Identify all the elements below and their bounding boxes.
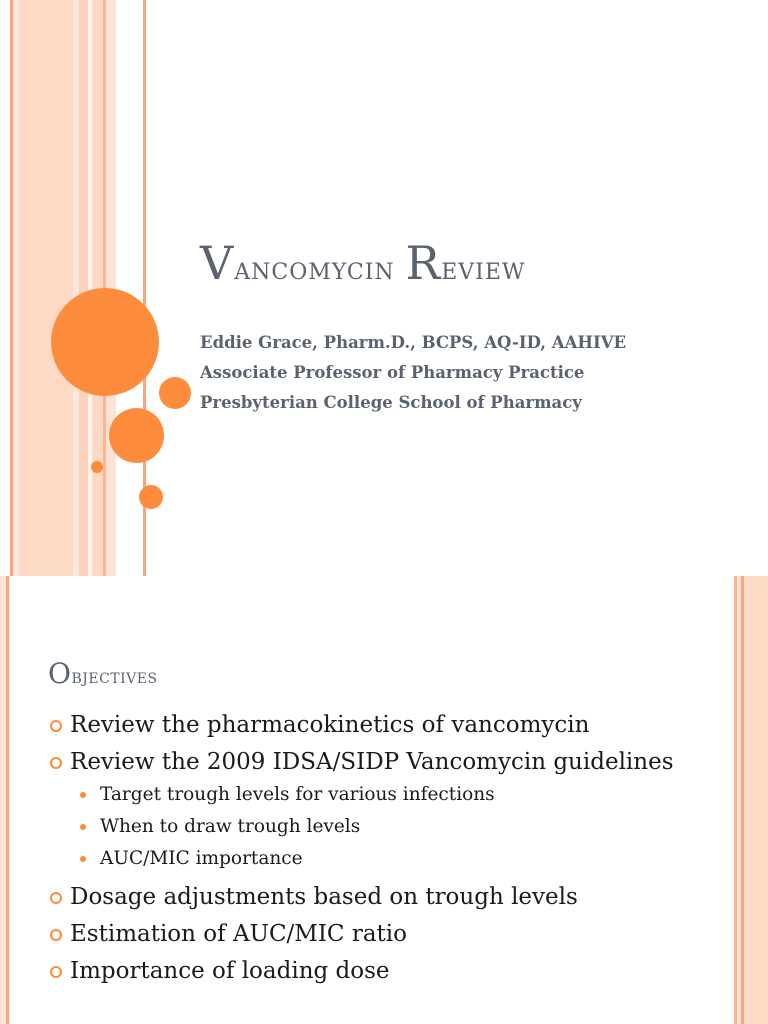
bullet-dot-icon (80, 856, 86, 862)
decor-circle (159, 377, 191, 409)
objectives-slide (0, 576, 768, 1024)
bullet-ring-icon (50, 929, 62, 941)
decor-circle (91, 461, 103, 473)
decor-stripe (6, 576, 9, 1024)
bullet-ring-icon (50, 757, 62, 769)
decor-stripe (0, 0, 10, 576)
bullet-ring-icon (50, 720, 62, 732)
list-item: Estimation of AUC/MIC ratio (48, 919, 728, 949)
sub-list-item: When to draw trough levels (70, 811, 728, 843)
slide-title: Vancomycin Review (200, 236, 526, 290)
author-position: Associate Professor of Pharmacy Practice (200, 363, 585, 382)
decor-stripe (116, 0, 143, 576)
author-name: Eddie Grace, Pharm.D., BCPS, AQ-ID, AAHIVE (200, 333, 627, 352)
decor-circle (51, 288, 159, 396)
bullet-ring-icon (50, 892, 62, 904)
author-institution: Presbyterian College School of Pharmacy (200, 393, 582, 412)
sub-list-item: Target trough levels for various infections (70, 779, 728, 811)
slide-title: Objectives (48, 657, 158, 690)
decor-stripe (79, 0, 88, 576)
bullet-dot-icon (80, 824, 86, 830)
decor-stripe (744, 576, 768, 1024)
objectives-list (48, 710, 728, 993)
decor-stripe (19, 0, 73, 576)
author-block (200, 328, 760, 418)
list-item: Review the 2009 IDSA/SIDP Vancomycin guidelines Target trough levels for various infections When to draw trough levels AUC/MIC importance (48, 747, 728, 875)
bullet-dot-icon (80, 792, 86, 798)
sub-list (70, 779, 728, 875)
list-item: Dosage adjustments based on trough levels (48, 882, 728, 912)
decor-circle (109, 408, 164, 463)
list-item: Review the pharmacokinetics of vancomycin (48, 710, 728, 740)
decor-circle (139, 485, 163, 509)
sub-list-item: AUC/MIC importance (70, 843, 728, 875)
list-item: Importance of loading dose (48, 956, 728, 986)
bullet-ring-icon (50, 966, 62, 978)
